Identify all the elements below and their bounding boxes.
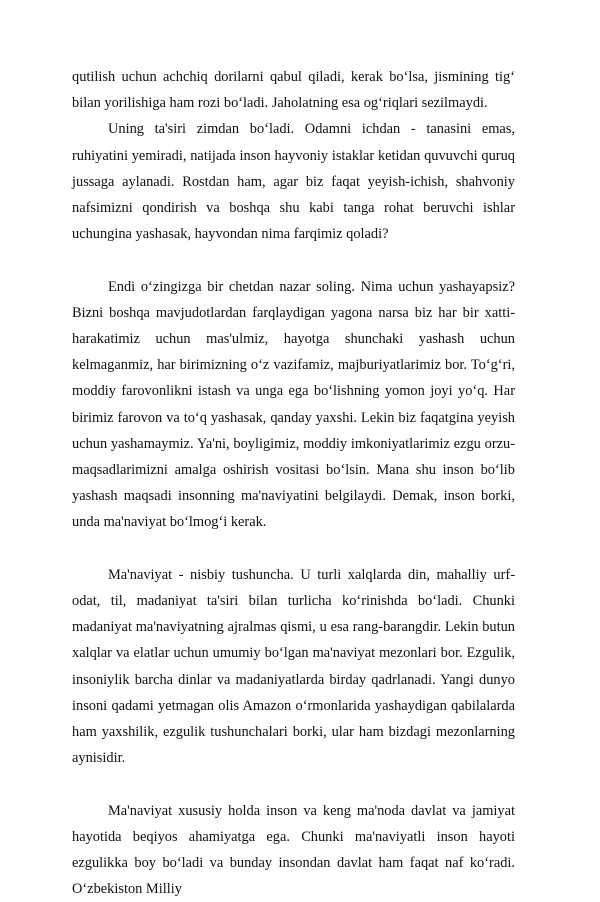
paragraph-2: Uning ta'siri zimdan bo‘ladi. Odamni ichdan - tanasini emas, ruhiyatini yemiradi, natijada inson hayvoniy istaklar ketidan quvuvchi quruq jussaga aylanadi. Rostdan ham, agar biz faqat yeyish-ichish, shahvoniy nafsimizni qondirish va boshqa shu kabi tanga rohat beruvchi ishlar uchungina yashasak, hayvondan nima farqimiz qoladi?	[72, 121, 515, 243]
paragraph-1: qutilish uchun achchiq dorilarni qabul qiladi, kerak bo‘lsa, jismining tig‘ bilan yorilishiga ham rozi bo‘ladi. Jaholatning esa og‘riqlari sezilmaydi.	[72, 69, 515, 112]
document-page	[72, 64, 515, 902]
paragraph-5: Ma'naviyat xususiy holda inson va keng ma'noda davlat va jamiyat hayotida beqiyos ahamiyatga ega. Chunki ma'naviyatli inson hayoti ezgulikka boy bo‘ladi va bunday insondan davlat ham faqat naf ko‘radi. O‘zbekiston Milliy	[72, 802, 515, 898]
paragraph-4: Ma'naviyat - nisbiy tushuncha. U turli xalqlarda din, mahalliy urf-odat, til, madaniyat ta'siri bilan turlicha ko‘rinishda bo‘ladi. Chunki madaniyat ma'naviyatning ajralmas qismi, u esa rang-barangdir. Lekin butun xalqlar va elatlar uchun umumiy bo‘lgan ma'naviyat mezonlari bor. Ezgulik, insoniylik barcha dinlar va madaniyatlarda birday qadrlanadi. Yangi dunyo insoni qadami yetmagan olis Amazon o‘rmonlarida yashaydigan qabilalarda ham yaxshilik, ezgulik tushunchalari borki, ular ham bizdagi mezonlarning aynisidir.	[72, 566, 515, 767]
paragraph-3: Endi o‘zingizga bir chetdan nazar soling. Nima uchun yashayapsiz? Bizni boshqa mavjudotlardan farqlaydigan yagona narsa biz har bir xatti-harakatimiz uchun mas'ulmiz, hayotga shunchaki yashash uchun kelmaganmiz, har birimizning o‘z vazifamiz, majburiyatlarimiz bor. To‘g‘ri, moddiy farovonlikni istash va unga ega bo‘lishning yomon joyi yo‘q. Har birimiz farovon va to‘q yashasak, qanday yaxshi. Lekin biz faqatgina yeyish uchun yashamaymiz. Ya'ni, boyligimiz, moddiy imkoniyatlarimiz ezgu orzu-maqsadlarimizni amalga oshirish vositasi bo‘lsin. Mana shu inson bo‘lib yashash maqsadi insonning ma'naviyatini belgilaydi. Demak, inson borki, unda ma'naviyat bo‘lmog‘i kerak.	[72, 278, 515, 531]
